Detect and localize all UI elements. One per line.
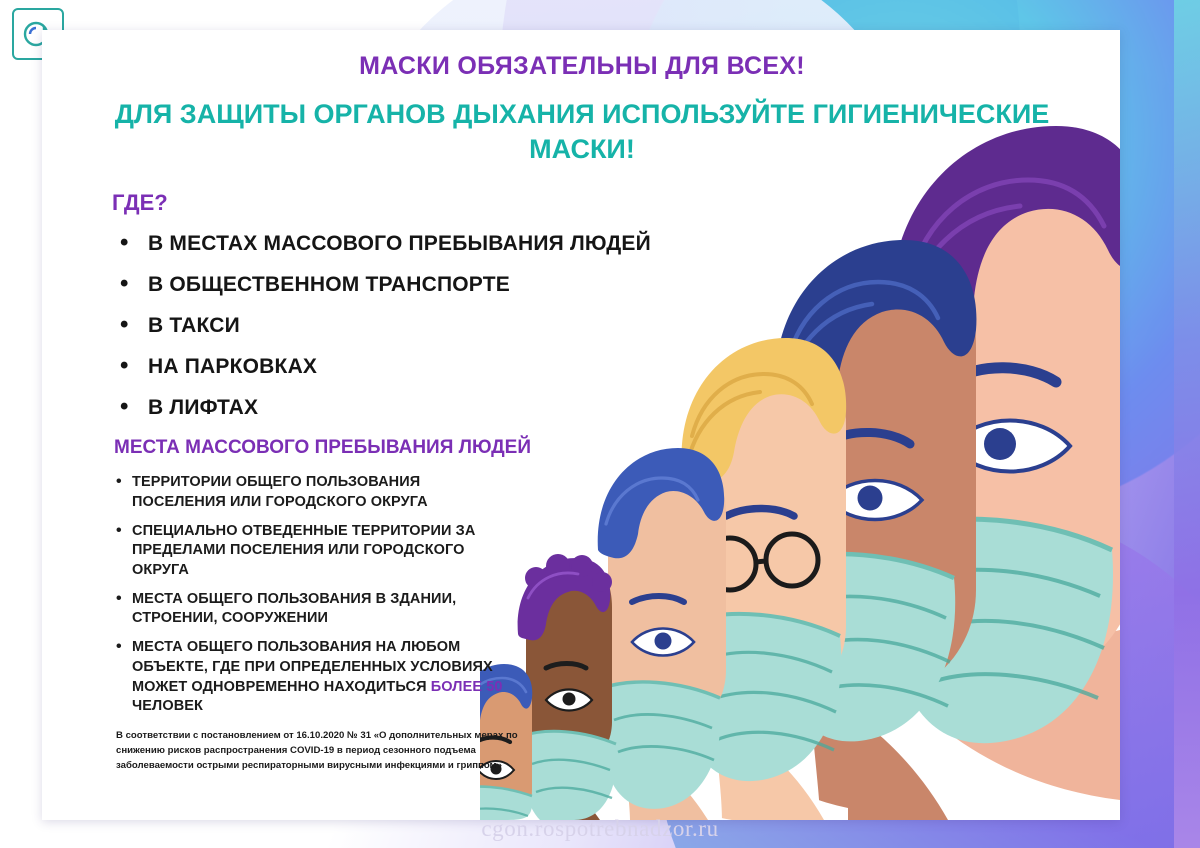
more-accent: БОЛЕЕ 50 xyxy=(430,678,503,695)
list-item: • В МЕСТАХ МАССОВОГО ПРЕБЫВАНИЯ ЛЮДЕЙ xyxy=(114,232,1092,256)
list-item: • ТЕРРИТОРИИ ОБЩЕГО ПОЛЬЗОВАНИЯ ПОСЕЛЕНИЯ ИЛИ ГОРОДСКОГО ОКРУГА xyxy=(116,473,516,512)
watermark: cgon.rospotrebnadzor.ru xyxy=(481,816,719,841)
list-item: • В ТАКСИ xyxy=(114,314,1092,338)
where-label: ГДЕ? xyxy=(112,190,168,216)
last-place-text: МЕСТА ОБЩЕГО ПОЛЬЗОВАНИЯ НА ЛЮБОМ ОБЪЕКТЕ, ГДЕ ПРИ ОПРЕДЕЛЕННЫХ УСЛОВИЯХ МОЖЕТ ОДНОВРЕМЕННО НАХОДИТЬСЯ xyxy=(132,639,493,695)
list-item: • В ЛИФТАХ xyxy=(114,396,1092,420)
list-item-last xyxy=(116,638,516,717)
list-item: • НА ПАРКОВКАХ xyxy=(114,355,1092,379)
page-subtitle: ДЛЯ ЗАЩИТЫ ОРГАНОВ ДЫХАНИЯ ИСПОЛЬЗУЙТЕ ГИГИЕНИЧЕСКИЕ МАСКИ! xyxy=(114,99,1050,164)
list-item: • В ОБЩЕСТВЕННОМ ТРАНСПОРТЕ xyxy=(114,273,1092,297)
background-right-strip xyxy=(1174,0,1200,848)
list-item: • МЕСТА ОБЩЕГО ПОЛЬЗОВАНИЯ В ЗДАНИИ, СТРОЕНИИ, СООРУЖЕНИИ xyxy=(116,590,516,629)
list-item: • СПЕЦИАЛЬНО ОТВЕДЕННЫЕ ТЕРРИТОРИИ ЗА ПРЕДЕЛАМИ ПОСЕЛЕНИЯ ИЛИ ГОРОДСКОГО ОКРУГА xyxy=(116,522,516,581)
places-list xyxy=(116,473,516,717)
poster-card xyxy=(42,30,1120,820)
legal-note: В соответствии с постановлением от 16.10.2020 № 31 «О дополнительных мерах по снижению рисков распространения COVID-19 в период сезонного подъема заболеваемости острыми респираторными вирусными инфекциями и гриппом» xyxy=(116,730,518,771)
where-list xyxy=(114,232,1092,420)
poster-content xyxy=(72,52,1092,774)
more-rest: ЧЕЛОВЕК xyxy=(132,698,204,715)
page-title: МАСКИ ОБЯЗАТЕЛЬНЫ ДЛЯ ВСЕХ! xyxy=(359,52,805,80)
places-title: МЕСТА МАССОВОГО ПРЕБЫВАНИЯ ЛЮДЕЙ xyxy=(114,437,531,459)
